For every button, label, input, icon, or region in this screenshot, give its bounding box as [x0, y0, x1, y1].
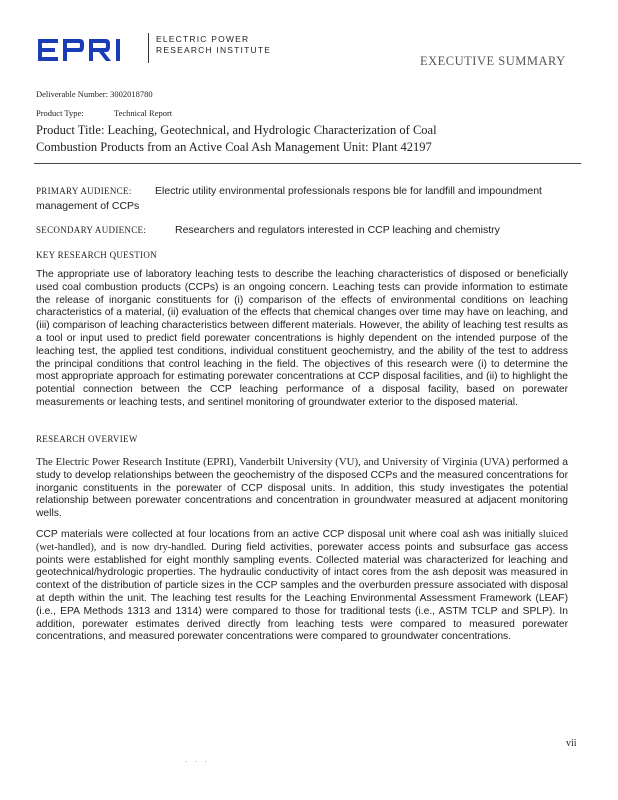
research-overview-para1	[36, 456, 568, 521]
research-overview-para2-a: CCP materials were collected at four locations from an active CCP disposal unit where coal ash was initially	[36, 529, 536, 540]
secondary-audience-label: SECONDARY AUDIENCE:	[36, 225, 147, 235]
research-overview-para2	[36, 529, 568, 644]
page-number: vii	[566, 738, 577, 749]
research-overview-para2-c: During field activities, porewater access points and subsurface gas access points were established for eight monthly sampling events. Collected material was characterized for leaching and geotechnical/hydrologic properties. The hydraulic conductivity of intact cores from the ash deposit was measured in context of the distribution of particle sizes in the CCP samples and the overburden pressure associated with disposal at depth within the unit. The leaching test results for the Leaching Environmental Assessment Framework (LEAF) (i.e., EPA Methods 1313 and 1314) were compared to those for traditional tests (i.e., ASTM TCLP and SPLP). In addition, porewater estimates derived directly from leaching tests were compared to measured porewater concentrations, and measured porewater concentrations were compared to groundwater concentrations.	[36, 541, 568, 643]
section-title: EXECUTIVE SUMMARY	[420, 54, 566, 68]
secondary-audience-text: Researchers and regulators interested in CCP leaching and chemistry	[175, 224, 500, 236]
primary-audience-text-cont: management of CCPs	[36, 200, 140, 212]
product-type	[36, 108, 173, 118]
research-overview-heading: RESEARCH OVERVIEW	[36, 434, 138, 444]
footer-dots: . . .	[185, 757, 210, 764]
epri-logo	[38, 33, 278, 67]
research-overview-para1-rest: performed a study to develop relationships between the geochemistry of the disposed CCPs and the measured concentrations for inorganic constituents in the porewater of CCP disposal units. In addition, this study investigates the potential relationship between porewater concentrations and concentration in groundwater measured at adjacent monitoring wells.	[36, 457, 568, 520]
product-title-line1: Product Title: Leaching, Geotechnical, and Hydrologic Characterization of Coal	[36, 123, 437, 137]
research-overview-para1-lead: The Electric Power Research Institute (EPRI), Vanderbilt University (VU), and University of Virginia (UVA)	[36, 456, 510, 468]
product-type-label: Product Type:	[36, 108, 84, 118]
product-title	[36, 122, 596, 155]
logo-divider	[148, 33, 149, 63]
logo-org-name	[156, 34, 271, 56]
logo-org-line1: ELECTRIC POWER	[156, 34, 250, 44]
key-research-question-body: The appropriate use of laboratory leaching tests to describe the leaching characteristics of disposed or beneficially used coal combustion products (CCPs) is an ongoing concern. Leaching tests can provide information to estimate the release of inorganic constituents for (i) comparison of the effects of environmental conditions on leaching characteristics of a material, (ii) evaluation of the effects that chemical changes over time may have on leaching, and (iii) comparison of leaching characteristics between different materials. However, the ability of leaching test results as a tool or input used to predict field porewater concentrations is highly dependent on the intended purpose of the leaching test, the applied test conditions, individual constituent geochemistry, and the ability of the test to address the principal conditions that control leaching in the field. The objectives of this research were (i) to determine the most appropriate approach for estimating porewater concentrations at CCP disposal facilities, and (ii) to highlight the potential connection between the CCP leaching performance of a disposal facility, based on porewater measurements or leaching tests, and sentinel monitoring of groundwater exterior to the disposed material.	[36, 269, 568, 408]
product-title-line2: Combustion Products from an Active Coal Ash Management Unit: Plant 42197	[36, 139, 432, 154]
research-overview-para2-b: sluiced (wet-handled), and is now dry-handled.	[36, 529, 568, 553]
deliverable-number: Deliverable Number: 3002018780	[36, 89, 153, 99]
header-divider	[34, 163, 581, 164]
primary-audience-label: PRIMARY AUDIENCE:	[36, 186, 132, 196]
logo-org-line2: RESEARCH INSTITUTE	[156, 45, 272, 55]
product-type-value: Technical Report	[114, 108, 173, 118]
primary-audience-text: Electric utility environmental professionals respons ble for landfill and impoundment	[155, 185, 542, 197]
key-research-question-heading: KEY RESEARCH QUESTION	[36, 250, 157, 260]
epri-logo-mark-icon	[38, 35, 138, 65]
